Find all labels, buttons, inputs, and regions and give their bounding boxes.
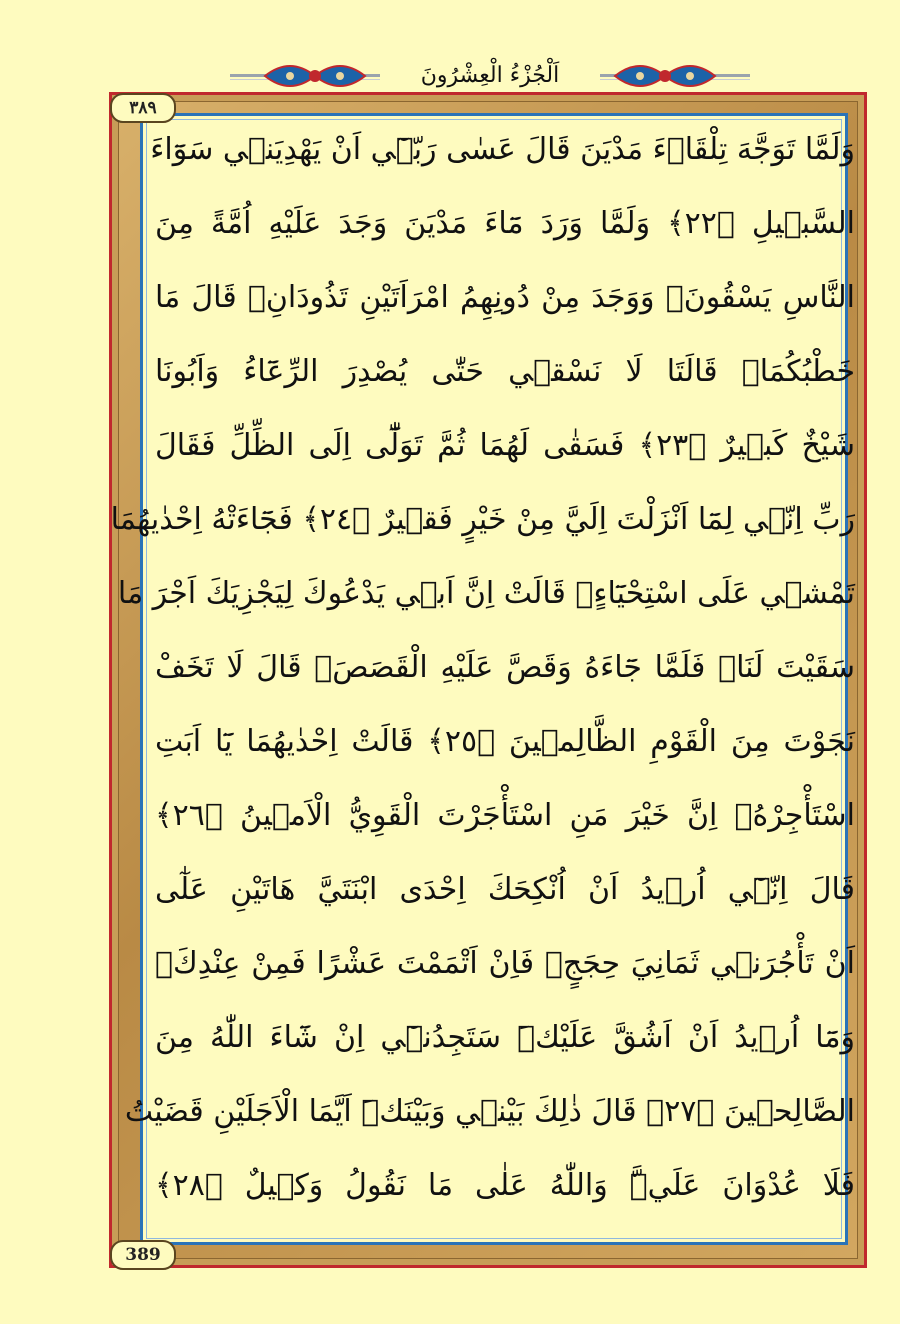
header-title: اَلْجُزْءُ الْعِشْرُونَ [380, 56, 600, 94]
text-line-7: تَمْش۪ي عَلَى اسْتِحْيَٓاءٍۘ قَالَتْ اِنَّ اَب۪ي يَدْعُوكَ لِيَجْزِيَكَ اَجْرَ مَا [117, 576, 855, 611]
text-line-3: النَّاسِ يَسْقُونَۘ وَوَجَدَ مِنْ دُونِهِمُ امْرَاَتَيْنِ تَذُودَانِۚ قَالَ مَا [155, 280, 855, 315]
text-line-5: شَيْخٌ كَب۪يرٌ ﴿٢٣﴾ فَسَقٰى لَهُمَا ثُمَّ تَوَلّٰٓى اِلَى الظِّلِّ فَقَالَ [155, 428, 855, 463]
text-line-15: فَلَا عُدْوَانَ عَلَيَّۜ وَاللّٰهُ عَلٰى مَا نَقُولُ وَك۪يلٌ ﴿٢٨﴾ [155, 1168, 855, 1203]
text-line-12: اَنْ تَأْجُرَن۪ي ثَمَانِيَ حِجَجٍۚ فَاِنْ اَتْمَمْتَ عَشْرًا فَمِنْ عِنْدِكَۚ [155, 946, 855, 981]
quran-text [110, 120, 855, 1230]
page-number-arabic: ٣٨٩ [110, 93, 176, 123]
text-line-14: الصَّالِح۪ينَ ﴿٢٧﴾ قَالَ ذٰلِكَ بَيْن۪ي وَبَيْنَكَۜ اَيَّمَا الْاَجَلَيْنِ قَضَيْتُ [124, 1094, 855, 1129]
text-line-6: رَبِّ اِنّ۪ي لِمَٓا اَنْزَلْتَ اِلَيَّ مِنْ خَيْرٍ فَق۪يرٌ ﴿٢٤﴾ فَجَٓاءَتْهُ اِحْدٰيهُمَا [110, 502, 855, 537]
text-line-4: خَطْبُكُمَاۜ قَالَتَا لَا نَسْق۪ي حَتّٰى يُصْدِرَ الرِّعَٓاءُ وَاَبُونَا [155, 354, 855, 389]
text-line-2: السَّب۪يلِ ﴿٢٢﴾ وَلَمَّا وَرَدَ مَٓاءَ مَدْيَنَ وَجَدَ عَلَيْهِ اُمَّةً مِنَ [155, 206, 855, 241]
text-line-8: سَقَيْتَ لَنَاۜ فَلَمَّا جَٓاءَهُ وَقَصَّ عَلَيْهِ الْقَصَصَۙ قَالَ لَا تَخَفْ [155, 650, 855, 685]
header-ornament-left-icon [260, 56, 370, 96]
text-line-11: قَالَ اِنّ۪ٓي اُر۪يدُ اَنْ اُنْكِحَكَ اِحْدَى ابْنَتَيَّ هَاتَيْنِ عَلٰٓى [155, 872, 855, 907]
page-number-latin: 389 [110, 1240, 176, 1270]
text-line-13: وَمَٓا اُر۪يدُ اَنْ اَشُقَّ عَلَيْكَۜ سَتَجِدُن۪ٓي اِنْ شَٓاءَ اللّٰهُ مِنَ [155, 1020, 855, 1055]
text-line-9: نَجَوْتَ مِنَ الْقَوْمِ الظَّالِم۪ينَ ﴿٢٥﴾ قَالَتْ اِحْدٰيهُمَا يَٓا اَبَتِ [155, 724, 855, 759]
text-line-10: اسْتَأْجِرْهُۘ اِنَّ خَيْرَ مَنِ اسْتَأْجَرْتَ الْقَوِيُّ الْاَم۪ينُ ﴿٢٦﴾ [155, 798, 855, 833]
header-ornament-right-icon [610, 56, 720, 96]
text-line-1: وَلَمَّا تَوَجَّهَ تِلْقَاۤءَ مَدْيَنَ قَالَ عَسٰى رَبّ۪ٓي اَنْ يَهْدِيَن۪ي سَوَٓاءَ [150, 132, 855, 167]
